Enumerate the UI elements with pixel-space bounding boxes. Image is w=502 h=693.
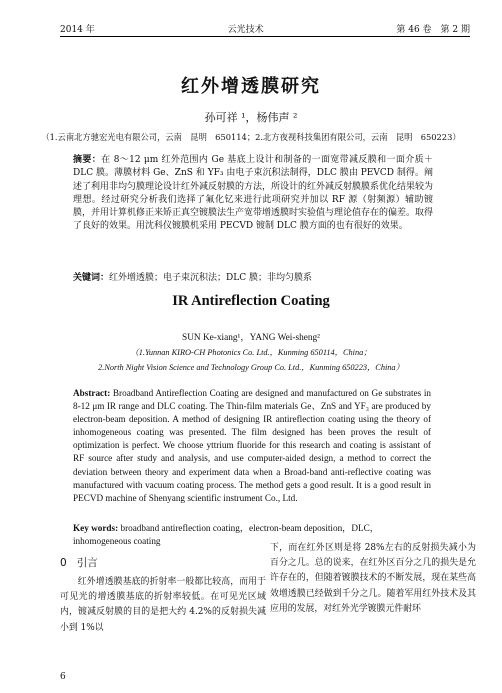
abstract-text-chinese: 在 8～12 μm 红外范围内 Ge 基底上设计和制备的一面宽带减反膜和一面介质＋DLC 膜。薄膜材料 Ge、ZnS 和 YF₃ 由电子束沉积法制得，DLC 膜由 PEVCD 制得。阐述了利用非均匀膜理论设计红外减反射膜的方法，所设计的红外减反射膜膜系优化结果较为理想。经过研究分析我们选择了氟化钇来进行此项研究并加以 RF 源（射频源）辅助镀膜，并用计算机修正来矫正真空镀膜法生产宽带增透膜时实验值与理论值存在的偏差。取得了良好的效果。用沈科仪镀膜机采用 PECVD 镀制 DLC 膜方面的也有很好的效果。 (73, 155, 434, 232)
keywords-text-chinese: 红外增透膜；电子束沉积法；DLC 膜；非均匀膜系 (109, 273, 312, 283)
abstract-text-english: Broadband Antireflection Coating are designed and manufactured on Ge substrates in 8-12 μm IR range and DLC coating. The Thin-film materials Ge、ZnS and YF₃ are produced by electron-beam deposition. A method of designing IR antireflection coating using the theory of inhomogeneous coating was presented. The film designed has been proves the result of optimization is perfect. We choose yttrium fluoride for this research and coating is assistant of RF source after study and analysis, and use computer-aided design, a method to correct the deviation between theory and experiment data when a Broad-band anti-reflective coating was manufactured with vacuum coating process. The method gets a good result. It is a good result in PECVD machine of Shenyang scientific instrument Co., Ltd. (73, 388, 431, 503)
authors-english: SUN Ke-xiang¹，YANG Wei-sheng² (182, 333, 320, 343)
affiliation-chinese: （1.云南北方驰宏光电有限公司，云南 昆明 650114；2.北方夜视科技集团有限公司，云南 昆明 650223） (41, 132, 461, 142)
title-chinese: 红外增透膜研究 (181, 76, 321, 97)
affiliation-english-2: 2.North Night Vision Science and Technology Group Co. Ltd.，Kunming 650223，China） (98, 363, 404, 372)
abstract-label-english: Abstract: (73, 388, 111, 398)
affiliation-english-1: （1.Yunnan KIRO-CH Photonics Co. Ltd.，Kunming 650114，China； (130, 348, 372, 357)
section-number: 0 (60, 557, 67, 569)
body-right-column: 下，而在红外区则是将 28%左右的反射损失减小为百分之几。总的说来，在红外区百分之几的损失是允许存在的，但随着镀膜技术的不断发展，现在某些高效增透膜已经做到千分之几。随着军用红外技术及其应用的发展，对红外光学镀膜元件耐环 (270, 543, 476, 614)
section-title: 引言 (76, 557, 98, 569)
keywords-label-english: Key words: (73, 523, 119, 533)
body-left-column: 红外增透膜基底的折射率一般都比较高，而用于可见光的增透膜基底的折射率较低。在可见光区域内，镀减反射膜的目的是把大约 4.2%的反射损失减小到 1%以 (60, 577, 266, 633)
keywords-text-english: broadband antireflection coating，electron-beam deposition，DLC，inhomogeneous coating (73, 523, 379, 547)
running-header (60, 22, 470, 37)
title-english: IR Antireflection Coating (172, 293, 330, 309)
header-year: 2014 年 (60, 25, 95, 35)
keywords-label-chinese: 关键词： (73, 273, 110, 283)
abstract-chinese (73, 154, 433, 234)
header-issue: 第 46 卷 第 2 期 (396, 25, 470, 35)
header-journal: 云光技术 (227, 25, 264, 35)
authors-chinese: 孙可祥 ¹，杨伟声 ² (204, 111, 298, 124)
abstract-label-chinese: 摘要： (73, 155, 102, 165)
keywords-chinese (73, 270, 433, 283)
section-heading (60, 555, 98, 570)
page-number: 6 (60, 672, 66, 682)
abstract-english (73, 387, 431, 505)
